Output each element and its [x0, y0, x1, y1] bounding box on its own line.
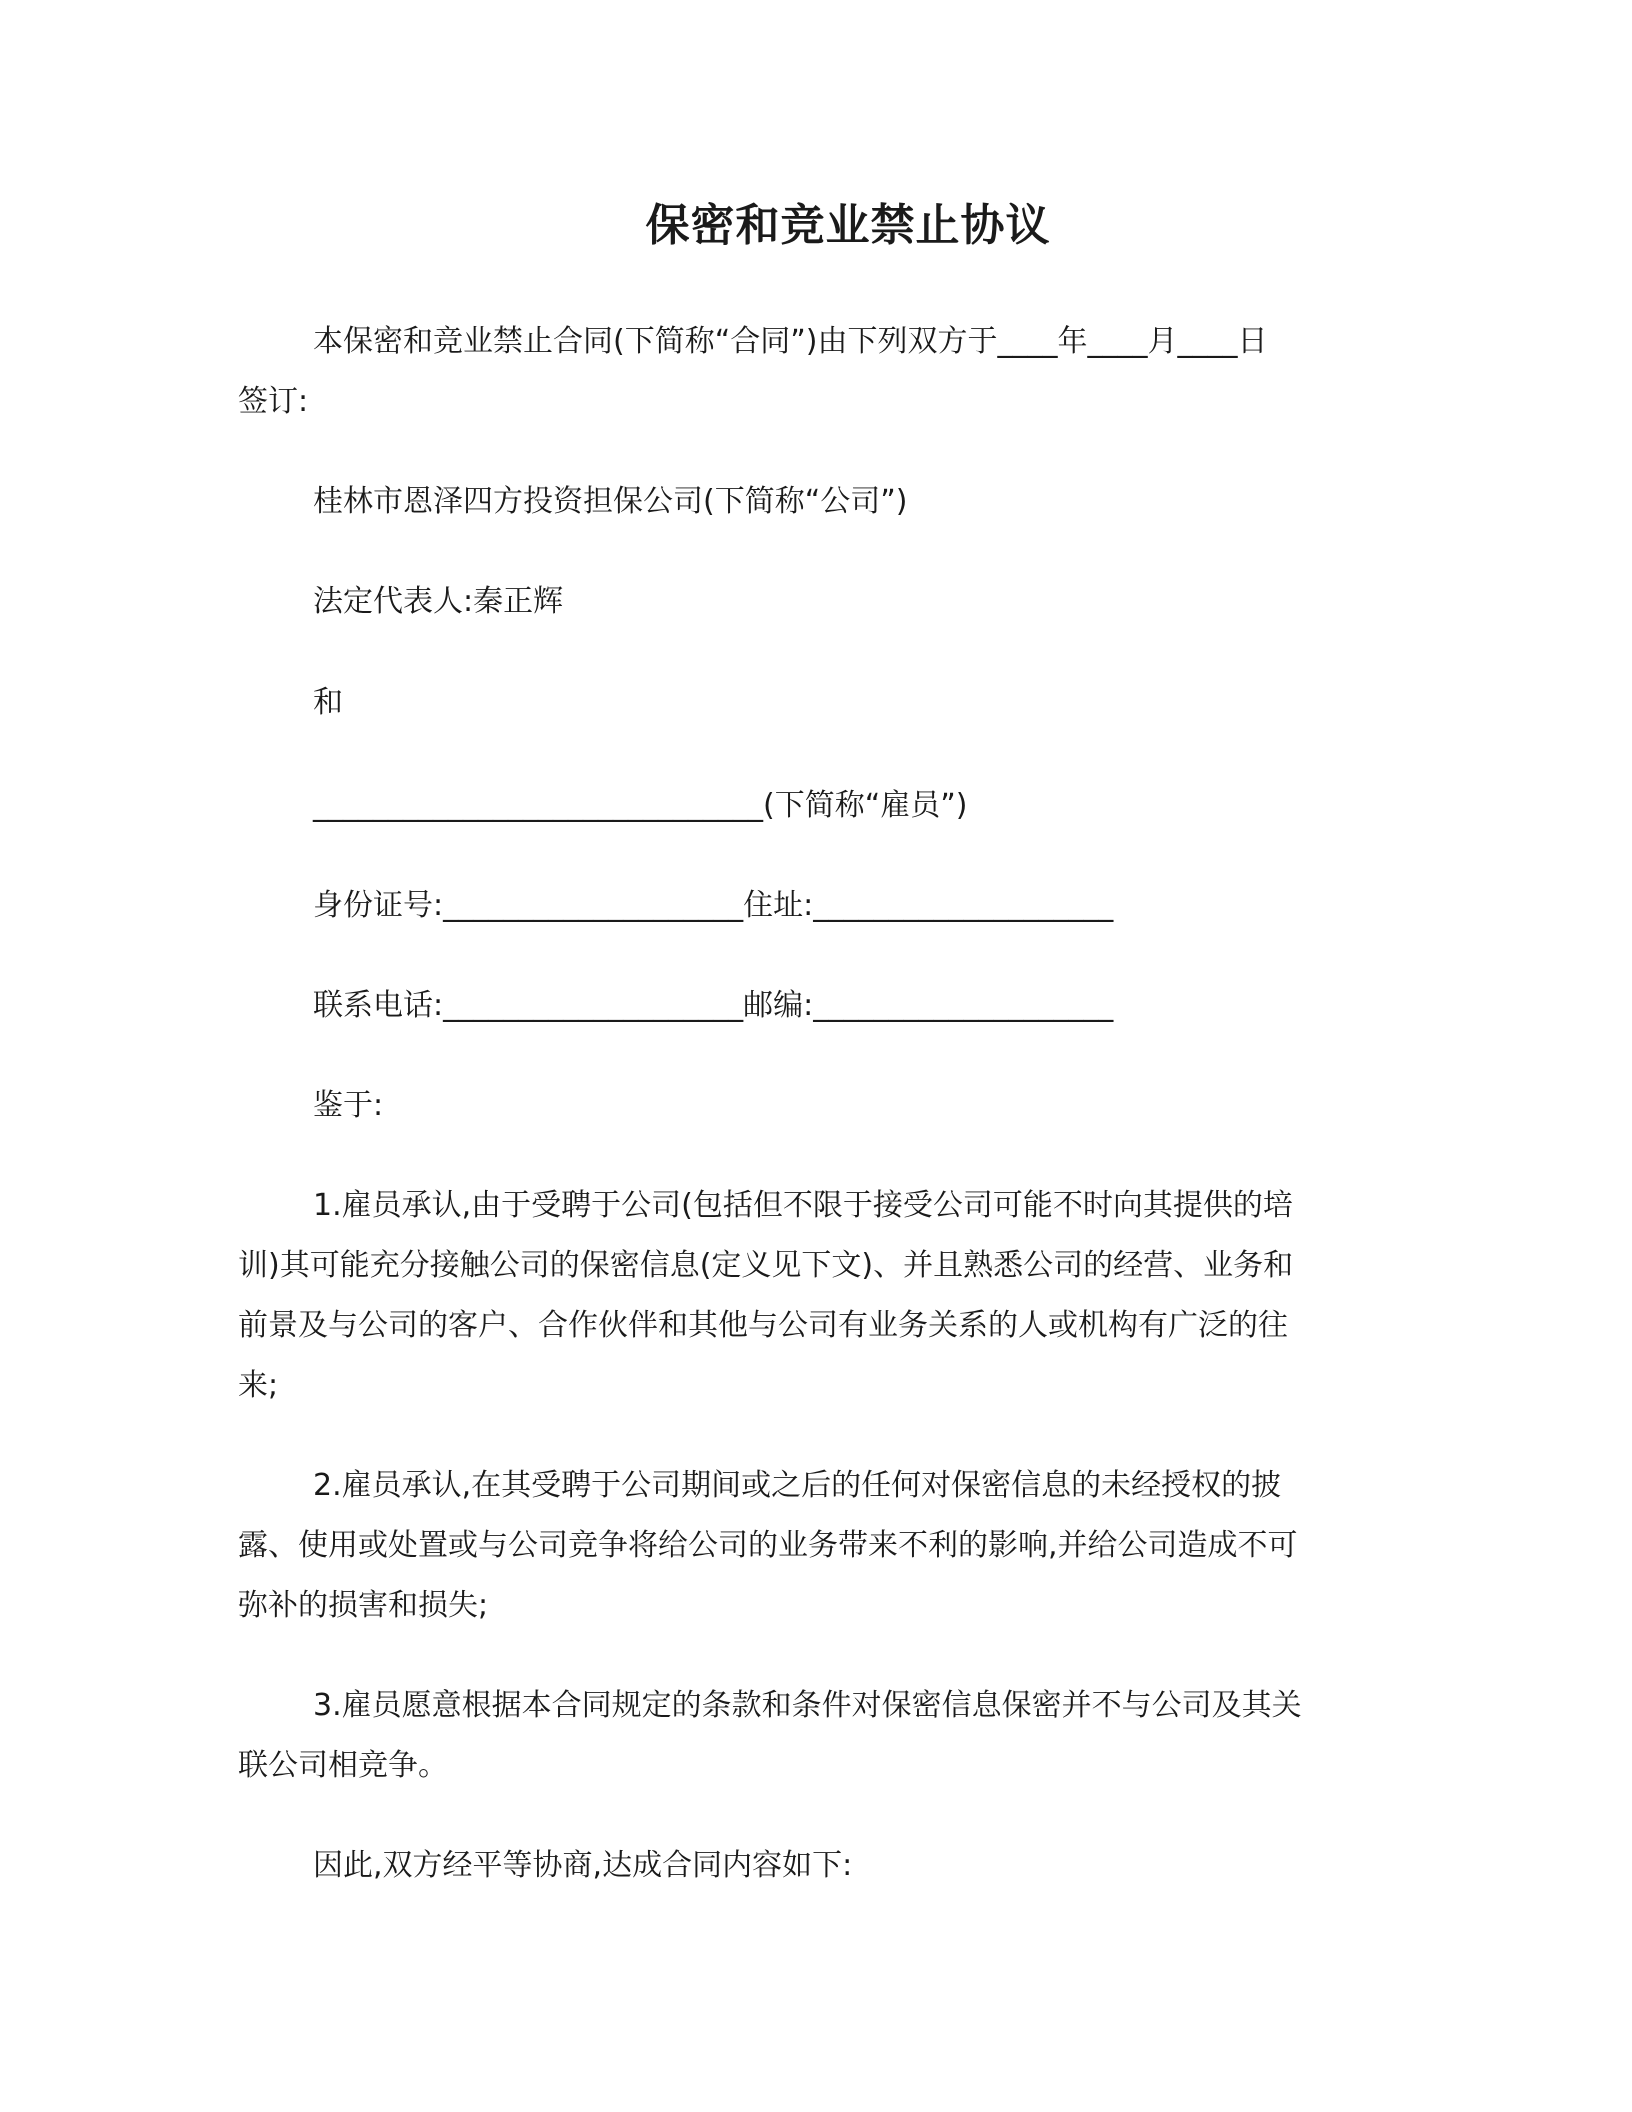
- party-b-phone-postcode-line: 联系电话:____________________邮编:____________________: [313, 988, 1114, 1023]
- party-a-company: 桂林市恩泽四方投资担保公司(下简称“公司”): [313, 484, 908, 519]
- clause-1-line-2: 训)其可能充分接触公司的保密信息(定义见下文)、并且熟悉公司的经营、业务和: [238, 1248, 1294, 1283]
- clause-1-line-4: 来;: [238, 1368, 279, 1403]
- clause-1-line-3: 前景及与公司的客户、合作伙伴和其他与公司有业务关系的人或机构有广泛的往: [238, 1308, 1288, 1343]
- party-b-name-line: ______________________________(下简称“雇员”): [313, 788, 968, 823]
- clause-3-line-1: 3.雇员愿意根据本合同规定的条款和条件对保密信息保密并不与公司及其关: [313, 1688, 1302, 1723]
- intro-line-1: 本保密和竞业禁止合同(下简称“合同”)由下列双方于____年____月____日: [313, 324, 1268, 359]
- document-title: 保密和竞业禁止协议: [645, 200, 1051, 251]
- clause-2-line-1: 2.雇员承认,在其受聘于公司期间或之后的任何对保密信息的未经授权的披: [313, 1468, 1282, 1503]
- whereas-heading: 鉴于:: [313, 1088, 384, 1123]
- clause-2-line-2: 露、使用或处置或与公司竞争将给公司的业务带来不利的影响,并给公司造成不可: [238, 1528, 1298, 1563]
- clause-2-line-3: 弥补的损害和损失;: [238, 1588, 489, 1623]
- party-a-representative: 法定代表人:秦正辉: [313, 584, 564, 619]
- clause-1-line-1: 1.雇员承认,由于受聘于公司(包括但不限于接受公司可能不时向其提供的培: [313, 1188, 1293, 1223]
- conjunction: 和: [313, 685, 343, 720]
- party-b-id-address-line: 身份证号:____________________住址:____________________: [313, 888, 1114, 923]
- conclusion-line: 因此,双方经平等协商,达成合同内容如下:: [313, 1848, 853, 1883]
- clause-3-line-2: 联公司相竞争。: [238, 1748, 448, 1783]
- intro-line-2: 签订:: [238, 384, 309, 419]
